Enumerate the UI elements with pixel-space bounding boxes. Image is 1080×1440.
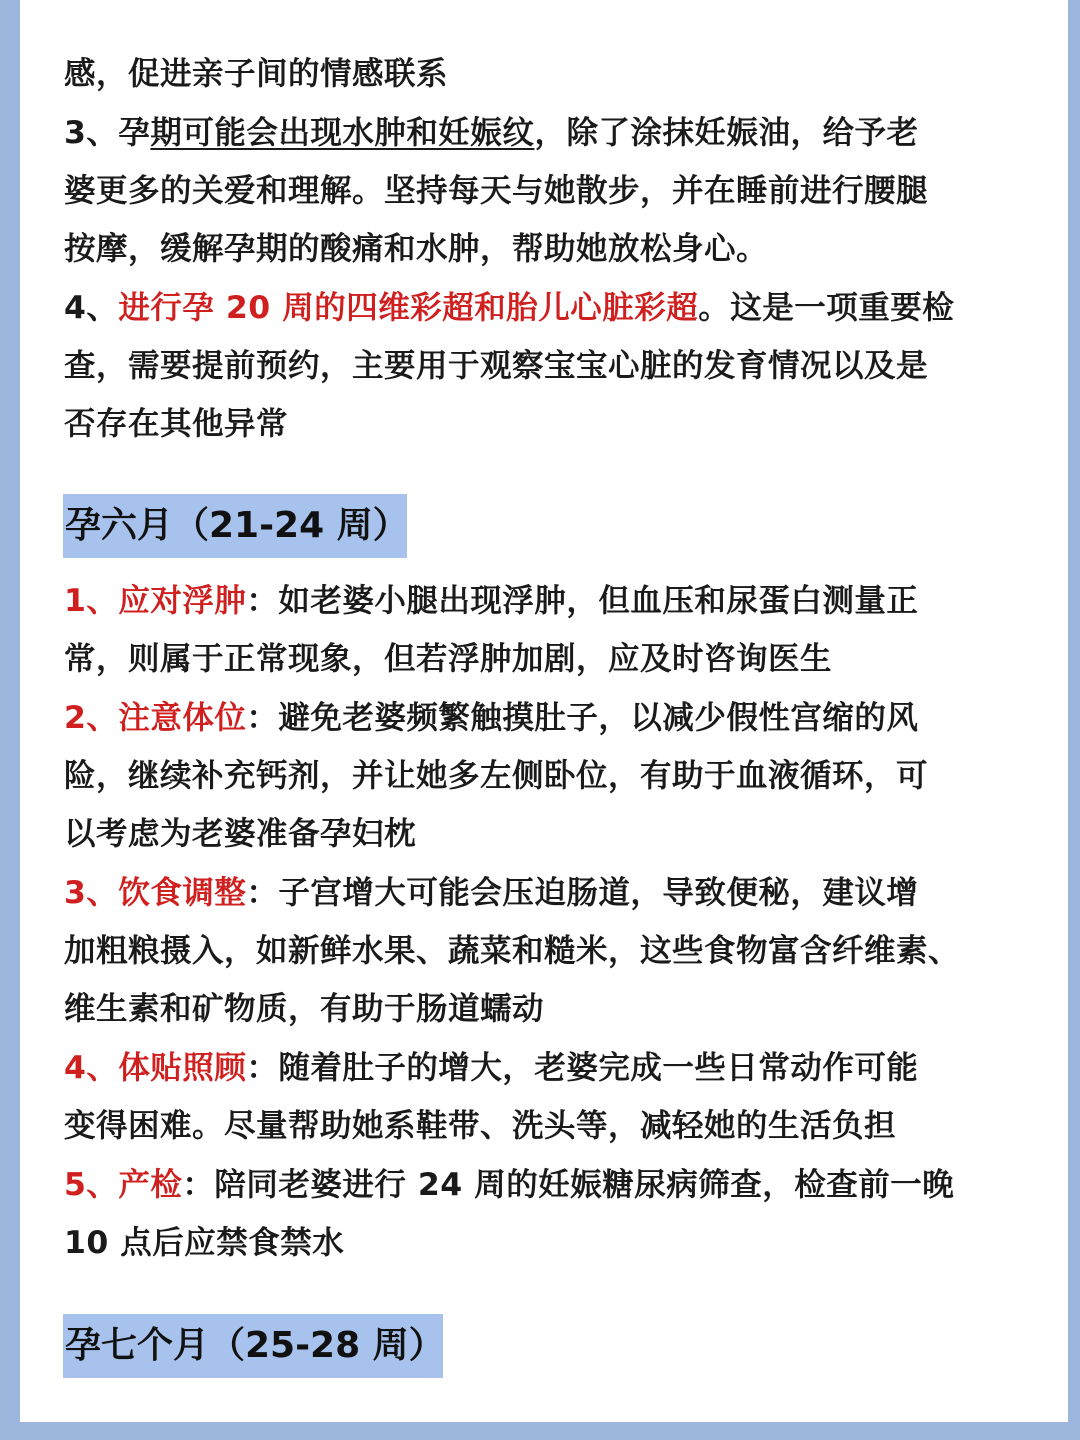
item-number: 3、孕 xyxy=(64,115,151,151)
text-fragment: ：陪同老婆进行 24 周的妊娠糖尿病筛查，检查前一晚 xyxy=(182,1167,955,1203)
section-heading-month6: 孕六月（21-24 周） xyxy=(63,494,407,558)
text-fragment: ，除了涂抹妊娠油，给予老 xyxy=(534,115,919,151)
intro-item-4-line-2 xyxy=(64,344,928,388)
item-label: 5、产检 xyxy=(64,1167,183,1203)
month6-item-2-line-2 xyxy=(64,754,928,798)
text-fragment: 查，需要提前预约，主要用于观察宝宝心脏的发育情况以及是 xyxy=(64,348,929,384)
month6-item-1-line-1 xyxy=(64,579,918,623)
intro-item-3-line-1 xyxy=(64,111,918,155)
month6-item-5-line-1 xyxy=(64,1163,954,1207)
text-fragment: 维生素和矿物质，有助于肠道蠕动 xyxy=(64,991,545,1027)
text-fragment: ：随着肚子的增大，老婆完成一些日常动作可能 xyxy=(246,1050,919,1086)
item-number: 4、 xyxy=(64,290,119,326)
month6-item-4-line-2 xyxy=(64,1104,896,1148)
text-fragment: 常，则属于正常现象，但若浮肿加剧，应及时咨询医生 xyxy=(64,641,833,677)
text-fragment: 。这是一项重要检 xyxy=(698,290,955,326)
text-fragment: ：避免老婆频繁触摸肚子，以减少假性宫缩的风 xyxy=(246,700,919,736)
section-heading-month7: 孕七个月（25-28 周） xyxy=(63,1314,443,1378)
intro-item-4-line-3 xyxy=(64,402,288,446)
month6-item-3-line-2 xyxy=(64,929,960,973)
intro-item-3-line-2 xyxy=(64,169,928,213)
text-fragment: ：如老婆小腿出现浮肿，但血压和尿蛋白测量正 xyxy=(246,583,919,619)
item-label: 3、饮食调整 xyxy=(64,875,247,911)
text-fragment: ：子宫增大可能会压迫肠道，导致便秘，建议增 xyxy=(246,875,919,911)
text-fragment: 变得困难。尽量帮助她系鞋带、洗头等，减轻她的生活负担 xyxy=(64,1108,897,1144)
text-fragment: 以考虑为老婆准备孕妇枕 xyxy=(64,816,417,852)
item-label: 1、应对浮肿 xyxy=(64,583,247,619)
month6-item-3-line-3 xyxy=(64,987,544,1031)
text-fragment: 感，促进亲子间的情感联系 xyxy=(64,56,449,92)
highlight-text: 进行孕 20 周的四维彩超和胎儿心脏彩超 xyxy=(118,290,699,326)
text-fragment: 险，继续补充钙剂，并让她多左侧卧位，有助于血液循环，可 xyxy=(64,758,929,794)
month6-item-3-line-1 xyxy=(64,871,918,915)
item-label: 2、注意体位 xyxy=(64,700,247,736)
text-fragment: 否存在其他异常 xyxy=(64,406,289,442)
intro-item-3-line-3 xyxy=(64,227,768,271)
month6-item-4-line-1 xyxy=(64,1046,918,1090)
intro-line-1 xyxy=(64,52,448,96)
text-fragment: 10 点后应禁食禁水 xyxy=(64,1225,345,1261)
intro-item-4-line-1 xyxy=(64,286,954,330)
text-fragment: 婆更多的关爱和理解。坚持每天与她散步，并在睡前进行腰腿 xyxy=(64,173,929,209)
content-card xyxy=(20,0,1068,1422)
underlined-text: 期可能会出现水肿和妊娠纹 xyxy=(150,115,535,151)
item-label: 4、体贴照顾 xyxy=(64,1050,247,1086)
month6-item-2-line-1 xyxy=(64,696,918,740)
month6-item-1-line-2 xyxy=(64,637,832,681)
text-fragment: 按摩，缓解孕期的酸痛和水肿，帮助她放松身心。 xyxy=(64,231,769,267)
month6-item-5-line-2 xyxy=(64,1221,344,1265)
month6-item-2-line-3 xyxy=(64,812,416,856)
text-fragment: 加粗粮摄入，如新鲜水果、蔬菜和糙米，这些食物富含纤维素、 xyxy=(64,933,961,969)
